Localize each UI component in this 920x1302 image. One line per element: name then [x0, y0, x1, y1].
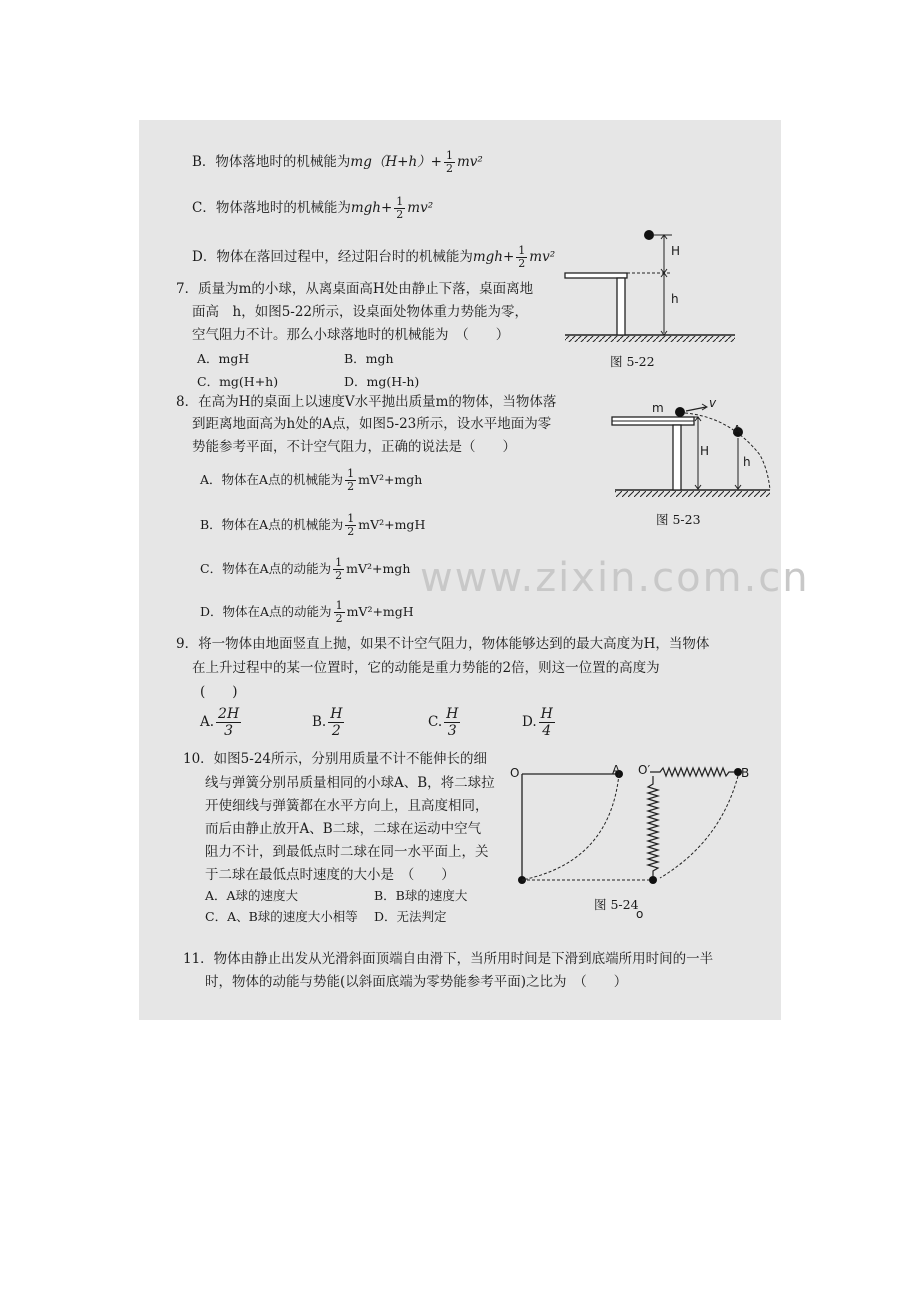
q10-option-c: C．A、B球的速度大小相等 — [205, 909, 358, 924]
q9-stem-line-2: 在上升过程中的某一位置时，它的动能是重力势能的2倍，则这一位置的高度为 — [192, 660, 660, 676]
q8-option-a: A．物体在A点的机械能为 $\frac{1}{2}$ mV²+mgh — [200, 467, 423, 493]
q9-option-c: C. $\frac{H}{3}$ — [428, 706, 459, 739]
fig24-label-A: A — [612, 763, 621, 777]
fig24-label-O: O — [510, 766, 520, 780]
q8-stem-line-3: 势能参考平面，不计空气阻力，正确的说法是（ ） — [192, 439, 516, 455]
q6-option-c: C．物体落地时的机械能为mgh+ $\frac{1}{2}$ mv² — [192, 195, 434, 221]
q7-stem-line-1: 7．质量为m的小球，从离桌面高H处由静止下落，桌面离地 — [176, 281, 534, 297]
q10-stem-line-2: 线与弹簧分别吊质量相同的小球A、B，将二球拉 — [205, 775, 495, 791]
q10-option-a: A．A球的速度大 — [205, 888, 299, 903]
fig23-label-A: A — [733, 423, 742, 437]
figure-5-23-diagram — [610, 395, 775, 505]
q7-option-b: B．mgh — [344, 351, 394, 366]
q9-stem-line-1: 9．将一物体由地面竖直上抛，如果不计空气阻力，物体能够达到的最大高度为H，当物体 — [176, 636, 710, 652]
q6-option-b: B．物体落地时的机械能为mg（H+h）+ $\frac{1}{2}$ mv² — [192, 149, 483, 175]
q8-option-b: B．物体在A点的机械能为 $\frac{1}{2}$ mV²+mgH — [200, 512, 426, 538]
q10-stem-line-1: 10．如图5-24所示，分别用质量不计不能伸长的细 — [183, 751, 488, 767]
q9-stem-line-3: ( ) — [200, 684, 238, 700]
q8-stem-line-1: 8．在高为H的桌面上以速度V水平抛出质量m的物体，当物体落 — [176, 394, 557, 410]
fig22-caption: 图 5-22 — [610, 354, 655, 369]
q10-option-d: D．无法判定 — [374, 909, 447, 924]
q9-option-a: A. $\frac{2H}{3}$ — [200, 706, 240, 739]
fig22-label-H: H — [671, 244, 681, 258]
q10-stem-line-5: 阻力不计，到最低点时二球在同一水平面上，关 — [205, 844, 489, 860]
fig24-label-B: B — [741, 766, 750, 780]
q6-option-d: D．物体在落回过程中，经过阳台时的机械能为mgh+ $\frac{1}{2}$ mv² — [192, 244, 556, 270]
q7-stem-line-2: 面高 h，如图5-22所示，设桌面处物体重力势能为零， — [192, 304, 529, 320]
q8-stem-line-2: 到距离地面高为h处的A点，如图5-23所示，设水平地面为零 — [192, 416, 552, 432]
fig24-label-O-prime: O′ — [638, 763, 651, 777]
q10-stem-line-6: 于二球在最低点时速度的大小是 （ ） — [205, 867, 455, 883]
q7-option-a: A．mgH — [197, 351, 250, 366]
q8-option-c: C．物体在A点的动能为 $\frac{1}{2}$ mV²+mgh — [200, 556, 411, 582]
figure-5-22-diagram — [560, 225, 740, 345]
q11-stem-line-1: 11．物体由静止出发从光滑斜面顶端自由滑下，当所用时间是下滑到底端所用时间的一半 — [183, 951, 714, 967]
q11-stem-line-2: 时，物体的动能与势能(以斜面底端为零势能参考平面)之比为 （ ） — [205, 974, 628, 990]
q8-option-d: D．物体在A点的动能为 $\frac{1}{2}$ mV²+mgH — [200, 599, 414, 625]
q7-option-d: D．mg(H-h) — [344, 374, 420, 389]
q10-stem-line-4: 而后由静止放开A、B二球，二球在运动中空气 — [205, 821, 482, 837]
fig23-caption: 图 5-23 — [656, 512, 701, 527]
fig24-small-mark: o — [636, 907, 644, 921]
fig24-caption: 图 5-24 — [594, 897, 639, 912]
figure-5-24-diagram — [510, 762, 755, 892]
fig23-label-H: H — [700, 444, 710, 458]
q10-option-b: B．B球的速度大 — [374, 888, 468, 903]
q9-option-d: D. $\frac{H}{4}$ — [522, 706, 553, 739]
fig22-label-h: h — [671, 292, 679, 306]
q7-option-c: C．mg(H+h) — [197, 374, 279, 389]
fig23-label-v: v — [709, 396, 717, 410]
q10-stem-line-3: 开使细线与弹簧都在水平方向上，且高度相同， — [205, 798, 489, 814]
fig23-label-h: h — [743, 455, 751, 469]
watermark: www.zixin.com.cn — [420, 555, 810, 601]
fig23-label-m: m — [652, 401, 664, 415]
q7-stem-line-3: 空气阻力不计。那么小球落地时的机械能为 （ ） — [192, 327, 510, 343]
q9-option-b: B. $\frac{H}{2}$ — [312, 706, 343, 739]
